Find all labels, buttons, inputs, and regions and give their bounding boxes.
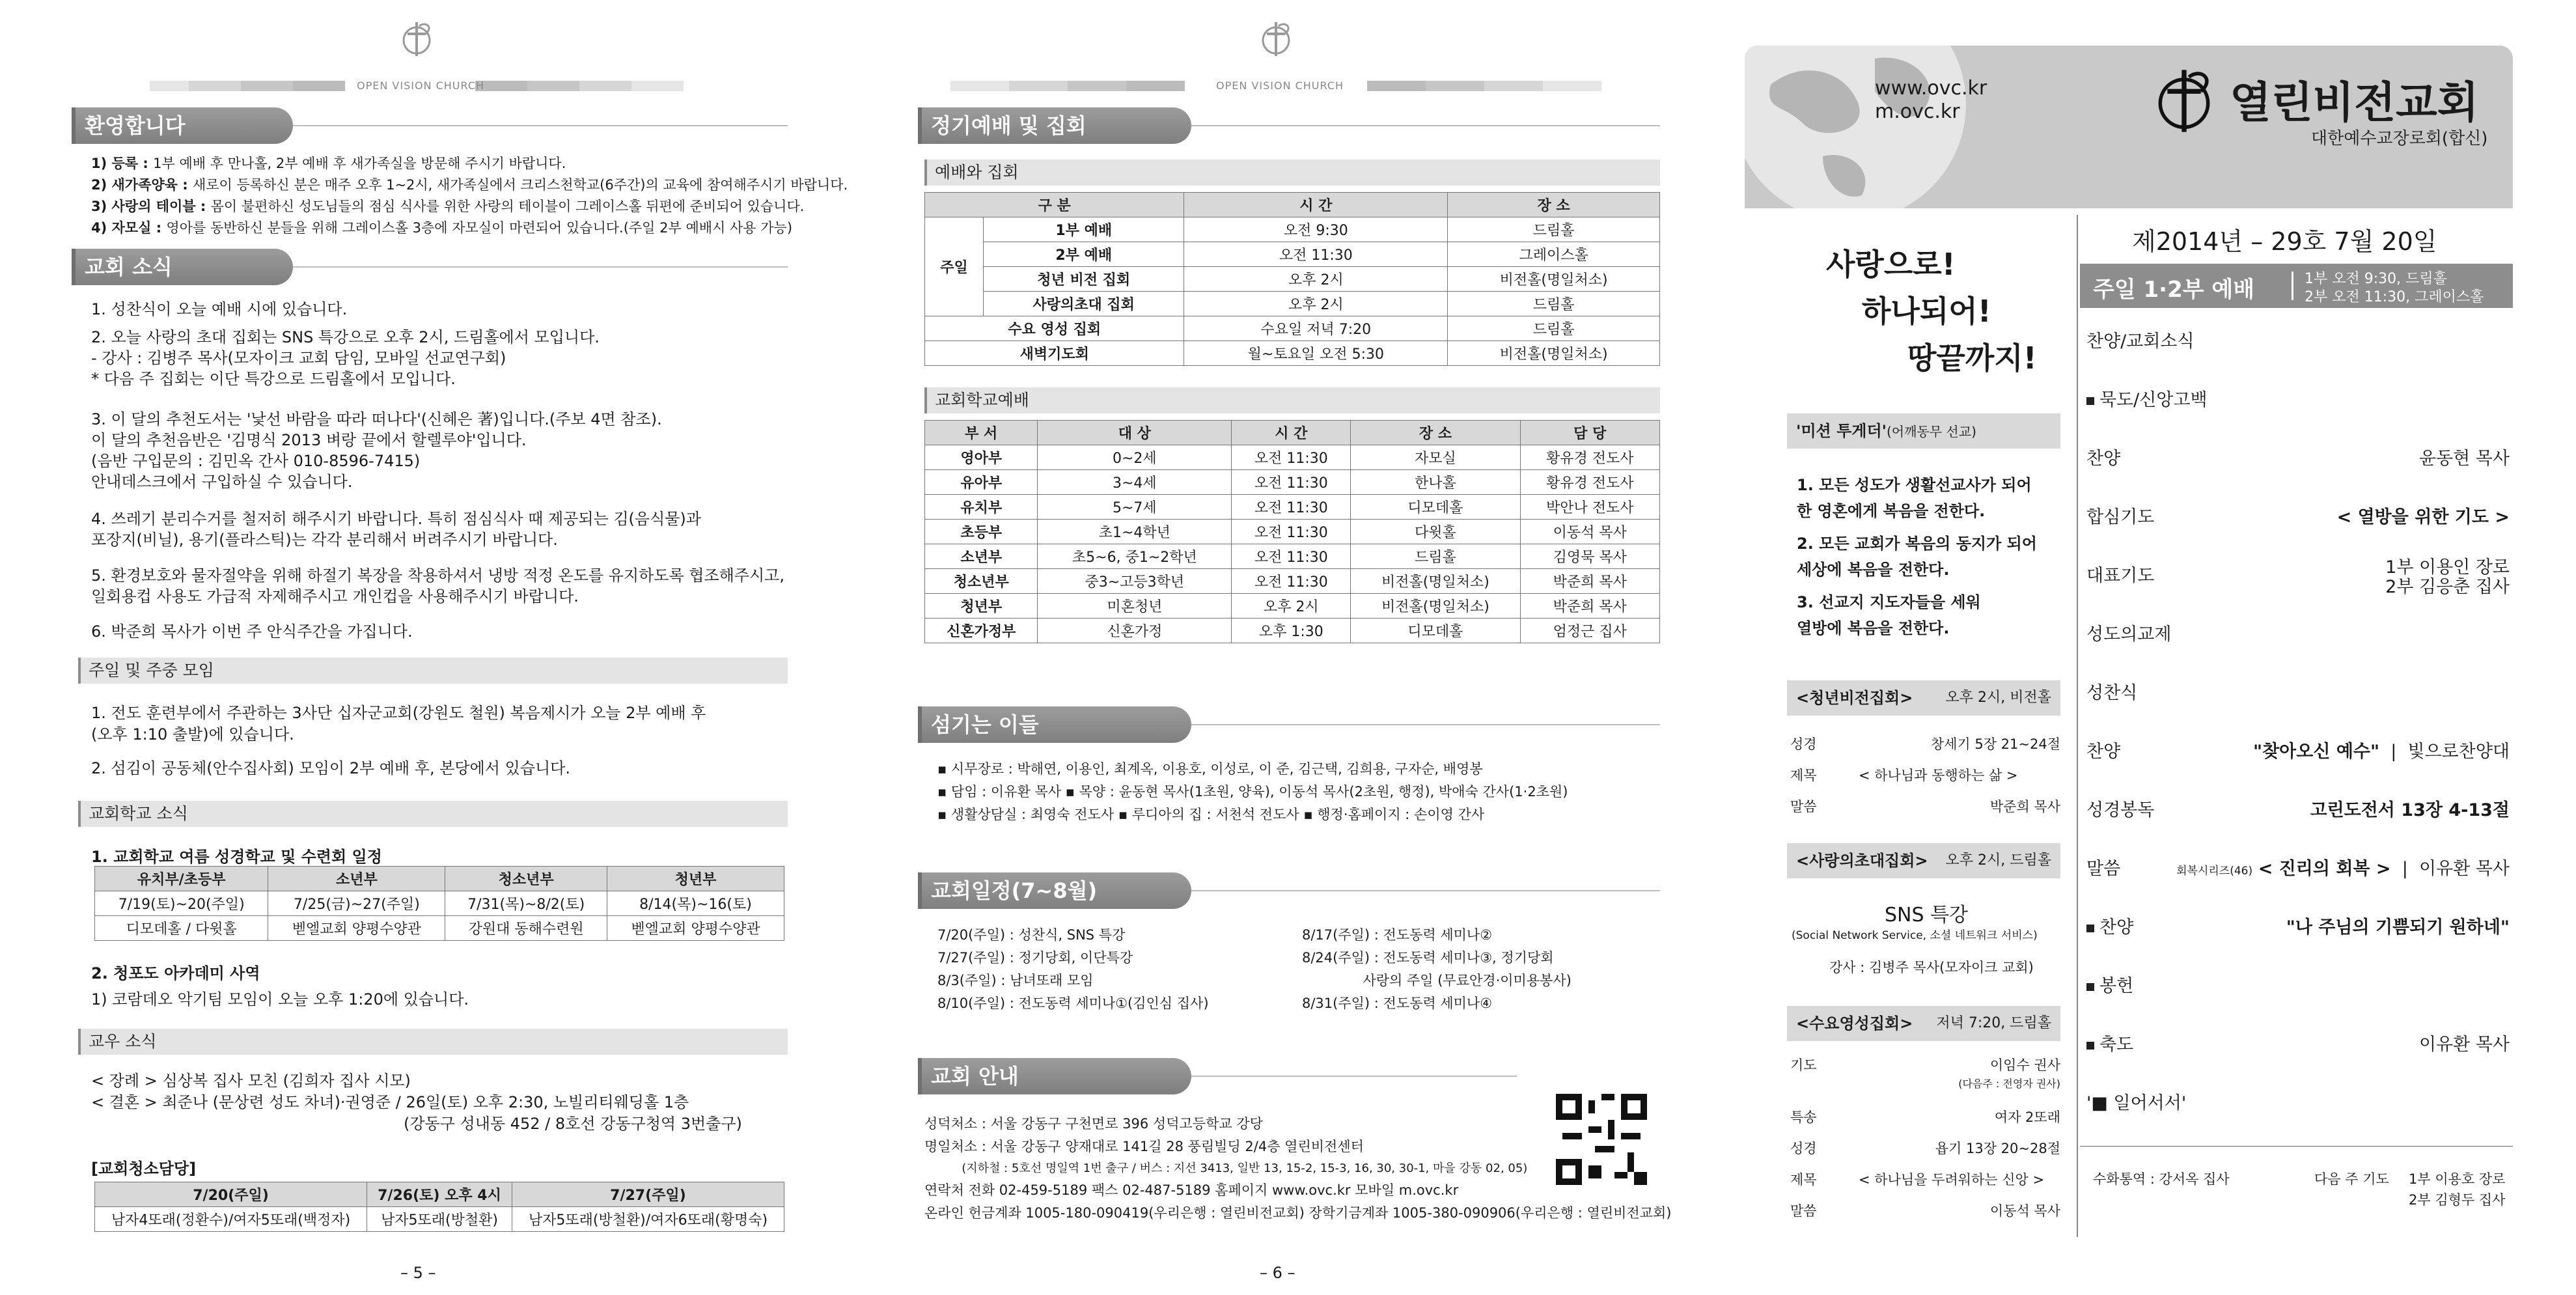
table-cell: 비전홀(명일처소) <box>1351 594 1520 619</box>
youth-label: 성경 <box>1790 736 1817 752</box>
table-cell: 드림홀 <box>1448 292 1660 316</box>
section-info: 교회 안내 <box>918 1058 1191 1094</box>
table-cell: 황유경 전도사 <box>1520 445 1660 470</box>
header-church-name: OPEN VISION CHURCH <box>357 79 485 92</box>
table-cell: 오전 11:30 <box>1232 520 1351 544</box>
servers-line: ▪ 담임 : 이유환 목사 ▪ 목양 : 윤동현 목사(1초원, 양육), 이동석 목사(2초원, 행정), 박애숙 간사(1·2초원) <box>937 784 1568 800</box>
table-cell: 유아부 <box>925 470 1038 495</box>
table-cell: 중3~고등3학년 <box>1038 569 1232 594</box>
table-header: 유치부/초등부 <box>95 867 268 891</box>
info-line: 명일처소 : 서울 강동구 양재대로 141길 28 풍림빌딩 2/4층 열린비전센터 <box>924 1139 1364 1154</box>
table-cell: 한나홀 <box>1351 470 1520 495</box>
table-cell: 영아부 <box>925 445 1038 470</box>
order-item: 찬양 "나 주님의 기쁨되기 원하네" <box>2086 908 2510 947</box>
youth-value: 창세기 5장 21~24절 <box>1930 736 2060 752</box>
table-cell: 오전 11:30 <box>1232 569 1351 594</box>
denomination: 대한예수교장로회(합신) <box>2311 129 2488 148</box>
order-item: 축도 이유환 목사 <box>2086 1025 2510 1065</box>
cover-banner <box>1745 46 2513 208</box>
order-item: 합심기도 < 열방을 위한 기도 > <box>2086 507 2510 527</box>
mission-item: 1. 모든 성도가 생활선교사가 되어 <box>1797 476 2032 494</box>
wed-label: 특송 <box>1790 1109 1817 1125</box>
school-worship-table <box>924 420 1660 643</box>
table-cell: 사랑의초대 집회 <box>984 292 1184 316</box>
table-cell: 월~토요일 오전 5:30 <box>1184 341 1448 366</box>
divider <box>1191 1076 1517 1077</box>
order-item: 찬양 윤동현 목사 <box>2086 449 2510 469</box>
table-cell: 벧엘교회 양평수양관 <box>607 916 784 941</box>
table-cell: 이동석 목사 <box>1520 520 1660 544</box>
school-line: 2. 청포도 아카데미 사역 <box>91 964 260 982</box>
table-cell: 벧엘교회 양평수양관 <box>268 916 445 941</box>
table-cell: 김영묵 목사 <box>1520 544 1660 569</box>
table-header: 부 서 <box>925 421 1038 445</box>
table-cell: 비전홀(명일처소) <box>1448 267 1660 292</box>
member-news-item: < 결혼 > 최준나 (문상련 성도 차녀)·권영준 / 26일(토) 오후 2:30, 노빌리티웨딩홀 1층 <box>91 1093 689 1111</box>
table-header: 시 간 <box>1232 421 1351 445</box>
mission-title: '미션 투게더'(어깨동무 선교) <box>1787 413 2060 449</box>
mission-item: 세상에 복음을 전한다. <box>1797 561 1950 579</box>
sermon-series: 회복시리즈(46) <box>2176 865 2253 878</box>
schedule-item: 8/3(주일) : 남녀또래 모임 <box>937 973 1094 988</box>
wed-meeting-header: <수요영성집회> 저녁 7:20, 드림홀 <box>1787 1006 2060 1041</box>
wed-value: (다음주 : 전영자 권사) <box>1958 1078 2060 1090</box>
schedule-item: 8/17(주일) : 전도동력 세미나② <box>1302 927 1493 943</box>
globe-icon <box>1745 46 2018 208</box>
table-cell: 신혼가정 <box>1038 619 1232 643</box>
church-logo-icon <box>1256 20 1295 59</box>
divider <box>293 266 788 268</box>
table-cell: 초5~6, 중1~2학년 <box>1038 544 1232 569</box>
table-cell: 미혼청년 <box>1038 594 1232 619</box>
prayer-reps: 1부 이용인 장로 2부 김응춘 집사 <box>2385 557 2510 597</box>
next-week-rep: 2부 김형두 집사 <box>2409 1192 2506 1208</box>
table-cell: 박준희 목사 <box>1520 569 1660 594</box>
mission-item: 한 영혼에게 복음을 전한다. <box>1797 502 1986 520</box>
slogan-line: 사랑으로! <box>1826 247 1956 282</box>
order-item: '■ 일어서서' <box>2086 1093 2187 1113</box>
table-cell: 7/31(목)~8/2(토) <box>445 891 607 916</box>
divider <box>1191 724 1660 725</box>
servers-line: ▪ 시무장로 : 박해연, 이용인, 최계옥, 이용호, 이성로, 이 준, 김근택, 김희용, 구자순, 배영봉 <box>937 761 1483 777</box>
slogan-line: 하나되어! <box>1862 294 1991 329</box>
schedule-item: 8/24(주일) : 전도동력 세미나③, 정기당회 <box>1302 950 1554 966</box>
worship-table <box>924 192 1660 366</box>
table-cell: 황유경 전도사 <box>1520 470 1660 495</box>
table-cell: 박준희 목사 <box>1520 594 1660 619</box>
news-item: 일회용컵 사용도 가급적 자제해주시고 개인컵을 사용해주시기 바랍니다. <box>91 587 579 606</box>
service-time: 2부 오전 11:30, 그레이스홀 <box>2305 289 2484 305</box>
wed-label: 성경 <box>1790 1141 1817 1156</box>
header-church-name: OPEN VISION CHURCH <box>1216 79 1344 92</box>
sign-interpreter: 수화통역 : 강서옥 집사 <box>2093 1171 2230 1187</box>
invite-topic: SNS 특강 <box>1885 904 1969 926</box>
qr-code-icon <box>1556 1094 1647 1185</box>
table-cell: 수요 영성 집회 <box>925 316 1184 341</box>
table-cell: 박안나 전도사 <box>1520 495 1660 520</box>
table-cell: 오전 11:30 <box>1232 470 1351 495</box>
cleaning-title: [교회청소담당] <box>91 1160 197 1178</box>
table-cell: 0~2세 <box>1038 445 1232 470</box>
news-item: * 다음 주 집회는 이단 특강으로 드림홀에서 모입니다. <box>91 370 456 388</box>
youth-meeting-header: <청년비전집회> 오후 2시, 비전홀 <box>1787 680 2060 716</box>
news-item: - 강사 : 김병주 목사(모자이크 교회 담임, 모바일 선교연구회) <box>91 349 506 367</box>
table-cell: 디모데홀 / 다윗홀 <box>95 916 268 941</box>
youth-value: < 하나님과 동행하는 삶 > <box>1859 768 2018 783</box>
meeting-item: 2. 섬김이 공동체(안수집사회) 모임이 2부 예배 후, 본당에서 있습니다. <box>91 759 570 777</box>
schedule-item: 사랑의 주일 (무료안경·이미용봉사) <box>1302 973 1572 988</box>
wed-label: 말씀 <box>1790 1203 1817 1219</box>
info-line: (지하철 : 5호선 명일역 1번 출구 / 버스 : 지선 3413, 일반 13, 15-2, 15-3, 16, 30, 30-1, 마을 강동 02, 05) <box>924 1162 1528 1175</box>
next-week-label: 다음 주 기도 <box>2314 1171 2389 1187</box>
meeting-item: (오후 1:10 출발)에 있습니다. <box>91 725 294 744</box>
news-item: 이 달의 추천음반은 '김명식 2013 벼랑 끝에서 할렐루야'입니다. <box>91 431 527 449</box>
welcome-line-4: 4) 자모실 : 영아를 동반하신 분들을 위해 그레이스홀 3층에 자모실이 마련되어 있습니다.(주일 2부 예배시 사용 가능) <box>91 220 793 236</box>
table-cell: 오후 1:30 <box>1232 619 1351 643</box>
table-cell: 소년부 <box>925 544 1038 569</box>
meeting-item: 1. 전도 훈련부에서 주관하는 3사단 십자군교회(강원도 철원) 복음제시가 오늘 2부 예배 후 <box>91 704 706 722</box>
table-cell: 청년 비전 집회 <box>984 267 1184 292</box>
section-schedule: 교회일정(7~8월) <box>918 872 1191 909</box>
table-cell: 오후 2시 <box>1184 292 1448 316</box>
section-news: 교회 소식 <box>72 249 293 285</box>
news-item: 2. 오늘 사랑의 초대 집회는 SNS 특강으로 오후 2시, 드림홀에서 모입니다. <box>91 328 600 346</box>
table-cell: 오후 2시 <box>1184 267 1448 292</box>
wed-label: 제목 <box>1790 1172 1817 1188</box>
hymn-title: "찾아오신 예수" <box>2253 742 2380 762</box>
section-sunday-meetings: 주일 및 주중 모임 <box>78 658 788 684</box>
table-cell: 오전 11:30 <box>1232 544 1351 569</box>
youth-label: 말씀 <box>1790 799 1817 815</box>
news-item: 안내데스크에서 구입하실 수 있습니다. <box>91 473 353 491</box>
section-member-news: 교우 소식 <box>78 1029 788 1055</box>
section-worship: 정기예배 및 집회 <box>918 107 1191 144</box>
news-item: 6. 박준희 목사가 이번 주 안식주간을 가집니다. <box>91 622 413 641</box>
member-news-item: (강동구 성내동 452 / 8호선 강동구청역 3번출구) <box>404 1115 742 1133</box>
table-header: 구 분 <box>925 193 1184 217</box>
subsection-school-worship: 교회학교예배 <box>924 387 1660 413</box>
table-cell: 드림홀 <box>1448 316 1660 341</box>
table-header: 시 간 <box>1184 193 1448 217</box>
table-header: 담 당 <box>1520 421 1660 445</box>
table-cell: 2부 예배 <box>984 242 1184 267</box>
welcome-line-1: 1) 등록 : 1부 예배 후 만나홀, 2부 예배 후 새가족실을 방문해 주시기 바랍니다. <box>91 156 566 171</box>
table-cell: 오전 11:30 <box>1184 242 1448 267</box>
divider <box>1191 890 1660 891</box>
wed-value: 여자 2또래 <box>1994 1109 2060 1125</box>
wed-value: 이동석 목사 <box>1989 1203 2060 1219</box>
table-header: 7/26(토) 오후 4시 <box>367 1182 512 1207</box>
table-cell: 드림홀 <box>1448 217 1660 242</box>
table-header: 대 상 <box>1038 421 1232 445</box>
mission-item: 열방에 복음을 전한다. <box>1797 619 1950 637</box>
slogan-line: 땅끝까지! <box>1907 341 2037 376</box>
church-logo-icon <box>397 20 436 59</box>
order-item: 봉헌 <box>2086 967 2510 1006</box>
table-header: 청소년부 <box>445 867 607 891</box>
news-item: (음반 구입문의 : 김민옥 간사 010-8596-7415) <box>91 452 421 470</box>
issue-date: 제2014년 – 29호 7월 20일 <box>2132 227 2437 256</box>
order-item: 말씀 회복시리즈(46) < 진리의 회복 > | 이유환 목사 <box>2086 859 2510 879</box>
cleaning-table <box>94 1182 784 1232</box>
section-welcome: 환영합니다 <box>72 107 293 144</box>
page-5 <box>0 0 848 1295</box>
youth-value: 박준희 목사 <box>1989 799 2060 815</box>
order-item: 성도의교제 <box>2086 624 2172 645</box>
servers-line: ▪ 생활상담실 : 최영숙 전도사 ▪ 루디아의 집 : 서천석 전도사 ▪ 행정·홈페이지 : 손이영 간사 <box>937 807 1485 822</box>
section-school-news: 교회학교 소식 <box>78 801 788 827</box>
table-cell: 남자4또래(정환수)/여자5또래(백정자) <box>95 1207 367 1232</box>
table-cell: 오전 11:30 <box>1232 495 1351 520</box>
schedule-item: 8/31(주일) : 전도동력 세미나④ <box>1302 996 1493 1011</box>
table-cell: 남자5또래(방철환)/여자6또래(황명숙) <box>512 1207 784 1232</box>
divider <box>2080 1146 2513 1147</box>
table-cell: 강원대 동해수련원 <box>445 916 607 941</box>
invite-topic-sub: (Social Network Service, 소셜 네트워크 서비스) <box>1792 929 2038 942</box>
schedule-item: 8/10(주일) : 전도동력 세미나①(김인심 집사) <box>937 996 1209 1011</box>
next-week-rep: 1부 이용호 장로 <box>2409 1171 2506 1187</box>
table-cell: 주일 <box>925 217 984 316</box>
invite-meeting-header: <사랑의초대집회> 오후 2시, 드림홀 <box>1787 843 2060 878</box>
service-time: 1부 오전 9:30, 드림홀 <box>2305 271 2447 287</box>
order-item: 묵도/신앙고백 <box>2086 381 2510 420</box>
service-label: 주일 1·2부 예배 <box>2093 277 2255 303</box>
youth-label: 제목 <box>1790 768 1817 783</box>
sermon-title: < 진리의 회복 > <box>2258 859 2391 879</box>
order-item: 성경봉독 고린도전서 13장 4-13절 <box>2086 800 2510 820</box>
member-news-item: < 장례 > 심상복 집사 모친 (김희자 집사 시모) <box>91 1072 411 1090</box>
table-cell: 5~7세 <box>1038 495 1232 520</box>
table-cell: 엄정근 집사 <box>1520 619 1660 643</box>
table-cell: 비전홀(명일처소) <box>1448 341 1660 366</box>
info-line: 온라인 헌금계좌 1005-180-090419(우리은행 : 열린비전교회) 장학기금계좌 1005-380-090906(우리은행 : 열린비전교회) <box>924 1205 1672 1221</box>
table-cell: 디모데홀 <box>1351 619 1520 643</box>
table-header: 7/27(주일) <box>512 1182 784 1207</box>
table-cell: 수요일 저녁 7:20 <box>1184 316 1448 341</box>
table-cell: 초1~4학년 <box>1038 520 1232 544</box>
divider <box>293 125 788 126</box>
order-item: 찬양 "찾아오신 예수" | 빛으로찬양대 <box>2086 742 2510 762</box>
page-number: – 6 – <box>1260 1264 1295 1282</box>
divider <box>2077 215 2078 1237</box>
school-line: 1. 교회학교 여름 성경학교 및 수련회 일정 <box>91 848 382 866</box>
schedule-item: 7/20(주일) : 성찬식, SNS 특강 <box>937 927 1126 943</box>
table-cell: 3~4세 <box>1038 470 1232 495</box>
url-mobile[interactable]: m.ovc.kr <box>1875 100 1960 123</box>
wed-value: 이임수 권사 <box>1989 1057 2060 1073</box>
page-number: – 5 – <box>400 1264 436 1282</box>
table-cell: 그레이스홀 <box>1448 242 1660 267</box>
table-header: 7/20(주일) <box>95 1182 367 1207</box>
page-6 <box>840 0 1712 1295</box>
schedule-item: 7/27(주일) : 정기당회, 이단특강 <box>937 950 1133 966</box>
mission-item: 2. 모든 교회가 복음의 동지가 되어 <box>1797 535 2037 553</box>
divider <box>1191 125 1660 126</box>
table-cell: 8/14(목)~16(토) <box>607 891 784 916</box>
table-cell: 오전 9:30 <box>1184 217 1448 242</box>
table-cell: 다윗홀 <box>1351 520 1520 544</box>
info-line: 연락처 전화 02-459-5189 팩스 02-487-5189 홈페이지 www.ovc.kr 모바일 m.ovc.kr <box>924 1182 1459 1198</box>
table-cell: 드림홀 <box>1351 544 1520 569</box>
table-cell: 비전홀(명일처소) <box>1351 569 1520 594</box>
table-cell: 새벽기도회 <box>925 341 1184 366</box>
welcome-line-3: 3) 사랑의 테이블 : 몸이 불편하신 성도님들의 점심 식사를 위한 사랑의 테이블이 그레이스홀 뒤편에 준비되어 있습니다. <box>91 199 805 214</box>
school-line: 1) 코람데오 악기팀 모임이 오늘 오후 1:20에 있습니다. <box>91 990 469 1009</box>
table-cell: 오후 2시 <box>1232 594 1351 619</box>
url-main[interactable]: www.ovc.kr <box>1875 77 1987 100</box>
wed-value: < 하나님을 두려워하는 신앙 > <box>1859 1172 2045 1188</box>
wed-value: 욥기 13장 20~28절 <box>1935 1141 2060 1156</box>
service-banner <box>2080 264 2513 308</box>
news-item: 3. 이 달의 추천도서는 '낯선 바람을 따라 떠나다'(신혜은 著)입니다.(주보 4면 참조). <box>91 410 662 428</box>
news-item: 1. 성찬식이 오늘 예배 시에 있습니다. <box>91 300 348 318</box>
news-item: 5. 환경보호와 물자절약을 위해 하절기 복장을 착용하셔서 냉방 적정 온도를 유지하도록 협조해주시고, <box>91 566 784 585</box>
page-header <box>840 20 1712 92</box>
order-item: 대표기도 1부 이용인 장로 2부 김응춘 집사 <box>2086 557 2510 597</box>
welcome-line-2: 2) 새가족양육 : 새로이 등록하신 분은 매주 오후 1~2시, 새가족실에서 크리스천학교(6주간)의 교육에 참여해주시기 바랍니다. <box>91 177 848 193</box>
table-cell: 오전 11:30 <box>1232 445 1351 470</box>
table-cell: 청년부 <box>925 594 1038 619</box>
mission-item: 3. 선교지 지도자들을 세워 <box>1797 593 1981 611</box>
invite-speaker: 강사 : 김병주 목사(모자이크 교회) <box>1829 960 2034 975</box>
news-item: 포장지(비닐), 용기(플라스틱)는 각각 분리해서 버려주시기 바랍니다. <box>91 531 558 549</box>
table-header: 청년부 <box>607 867 784 891</box>
table-header: 장 소 <box>1351 421 1520 445</box>
church-name: 열린비전교회 <box>2230 77 2479 128</box>
table-cell: 청소년부 <box>925 569 1038 594</box>
info-line: 성덕처소 : 서울 강동구 구천면로 396 성덕고등학교 강당 <box>924 1116 1263 1132</box>
table-cell: 자모실 <box>1351 445 1520 470</box>
subsection-worship: 예배와 집회 <box>924 160 1660 186</box>
table-cell: 1부 예배 <box>984 217 1184 242</box>
table-cell: 신혼가정부 <box>925 619 1038 643</box>
table-header: 장 소 <box>1448 193 1660 217</box>
table-cell: 유치부 <box>925 495 1038 520</box>
table-cell: 초등부 <box>925 520 1038 544</box>
table-cell: 디모데홀 <box>1351 495 1520 520</box>
order-item: 찬양/교회소식 <box>2086 331 2195 352</box>
table-cell: 7/19(토)~20(주일) <box>95 891 268 916</box>
order-item: 성찬식 <box>2086 683 2138 703</box>
section-servers: 섬기는 이들 <box>918 706 1191 743</box>
wed-label: 기도 <box>1790 1057 1817 1073</box>
table-cell: 남자5또래(방철환) <box>367 1207 512 1232</box>
church-logo-icon <box>2148 65 2220 137</box>
news-item: 4. 쓰레기 분리수거를 철저히 해주시기 바랍니다. 특히 점심식사 때 제공되는 김(음식물)과 <box>91 510 701 528</box>
table-header: 소년부 <box>268 867 445 891</box>
table-cell: 7/25(금)~27(주일) <box>268 891 445 916</box>
page-header <box>0 20 840 92</box>
camp-schedule-table <box>94 866 784 941</box>
